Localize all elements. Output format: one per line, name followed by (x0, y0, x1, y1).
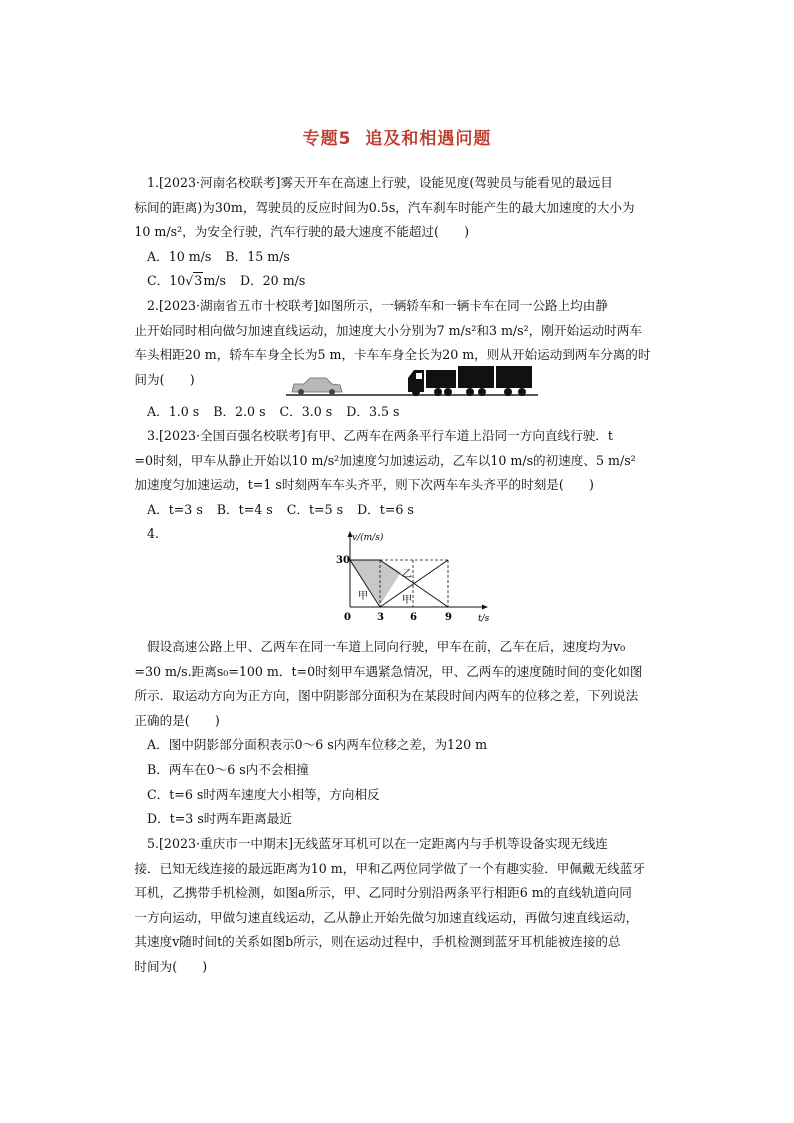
q3-line-2: =0时刻，甲车从静止开始以10 m/s²加速度匀加速运动，乙车以10 m/s的初速度、5 m/s² (134, 452, 636, 468)
graph-x-tick-0: 0 (344, 612, 351, 623)
q2-option-a: A．1.0 s (147, 404, 200, 419)
graph-y-tick-30: 30 (336, 555, 350, 566)
title-main: 追及和相遇问题 (365, 129, 492, 149)
q2-line-3: 车头相距20 m，轿车车身全长为5 m，卡车车身全长为20 m，则从开始运动到两车分离的时 (134, 347, 651, 363)
q3-option-d: D．t=6 s (357, 501, 414, 517)
q2-option-d: D．3.5 s (346, 404, 400, 419)
q2-options-row (147, 400, 650, 425)
question-5 (134, 832, 650, 980)
q1-option-b: B．15 m/s (225, 248, 290, 264)
q4-option-d: D．t=3 s时两车距离最近 (147, 811, 292, 827)
q2-line-2: 止开始同时相向做匀加速直线运动，加速度大小分别为7 m/s²和3 m/s²，刚开始运动时两车 (134, 322, 643, 338)
truck-icon (408, 366, 532, 396)
q1-option-a: A．10 m/s (147, 248, 212, 264)
graph-x-tick-6: 6 (410, 612, 417, 623)
q1-option-d: D．20 m/s (239, 273, 306, 289)
car-icon (292, 378, 342, 395)
q4-option-c: C．t=6 s时两车速度大小相等，方向相反 (147, 786, 380, 802)
q4-line-1: 假设高速公路上甲、乙两车在同一车道上同向行驶，甲车在前，乙车在后，速度均为v₀ (147, 639, 626, 654)
q3-option-b: B．t=4 s (216, 501, 273, 517)
q4-line-2: =30 m/s.距离s₀=100 m．t=0时刻甲车遇紧急情况，甲、乙两车的速度随时间的变化如图 (134, 663, 643, 679)
q3-options-row (147, 498, 650, 523)
q5-line-3: 耳机，乙携带手机检测，如图a所示，甲、乙同时分别沿两条平行相距6 m的直线轨道向同 (134, 885, 632, 901)
q5-line-1: 5.[2023·重庆市一中期末]无线蓝牙耳机可以在一定距离内与手机等设备实现无线连 (147, 836, 608, 851)
graph-ylabel: v/(m/s) (352, 533, 384, 543)
graph-x-tick-3: 3 (377, 612, 384, 623)
q1-line-1: 1.[2023·河南名校联考]雾天开车在高速上行驶，设能见度(驾驶员与能看见的最远目 (147, 175, 613, 190)
q1-option-c: C．10√3m/s (147, 273, 226, 289)
q3-option-c: C．t=5 s (286, 501, 344, 517)
q2-line-4: 间为( ) (134, 371, 195, 387)
q5-line-2: 接．已知无线连接的最远距离为10 m，甲和乙两位同学做了一个有趣实验．甲佩戴无线蓝牙 (134, 860, 645, 876)
vt-graph (330, 528, 495, 628)
graph-x-tick-9: 9 (445, 612, 452, 623)
q1-line-2: 标间的距离)为30m，驾驶员的反应时间为0.5s，汽车刹车时能产生的最大加速度的大小为 (134, 199, 635, 215)
q5-line-6: 时间为( ) (134, 958, 208, 974)
q5-line-5: 其速度v随时间t的关系如图b所示，则在运动过程中，手机检测到蓝牙耳机能被连接的总 (134, 934, 621, 950)
q1-options-row-2 (147, 269, 650, 294)
q4-option-a: A．图中阴影部分面积表示0～6 s内两车位移之差，为120 m (147, 737, 488, 753)
title-prefix: 专题5 (302, 129, 352, 149)
q3-line-1: 3.[2023·全国百强名校联考]有甲、乙两车在两条平行车道上沿同一方向直线行驶．t (147, 428, 613, 443)
q4-line-4: 正确的是( ) (134, 712, 220, 728)
q4-option-b: B．两车在0～6 s内不会相撞 (147, 761, 309, 777)
q1-options-row-1 (147, 245, 650, 270)
graph-label-jia-1: 甲 (358, 591, 368, 602)
q4-number: 4. (147, 526, 160, 542)
car-truck-figure (286, 362, 538, 398)
road-line (286, 394, 538, 396)
q1-line-3: 10 m/s²，为安全行驶，汽车行驶的最大速度不能超过( ) (134, 224, 470, 240)
x-axis-arrow (482, 605, 488, 610)
q3-line-3: 加速度匀加速运动，t=1 s时刻两车车头齐平，则下次两车车头齐平的时刻是( ) (134, 477, 594, 493)
question-1 (134, 171, 650, 294)
q2-option-b: B．2.0 s (213, 404, 266, 419)
graph-xlabel: t/s (478, 614, 490, 624)
graph-label-yi: 乙 (402, 569, 412, 580)
q2-options (147, 400, 650, 425)
q5-line-4: 一方向运动，甲做匀速直线运动，乙从静止开始先做匀加速直线运动，再做匀速直线运动， (134, 909, 639, 925)
question-4 (134, 635, 650, 832)
graph-label-jia-2: 甲 (402, 595, 412, 606)
q2-option-c: C．3.0 s (279, 404, 333, 419)
page-title (0, 124, 794, 149)
q3-option-a: A．t=3 s (147, 501, 203, 517)
q4-line-3: 所示．取运动方向为正方向，图中阴影部分面积为在某段时间内两车的位移之差，下列说法 (134, 688, 639, 704)
q2-line-1: 2.[2023·湖南省五市十校联考]如图所示，一辆轿车和一辆卡车在同一公路上均由静 (147, 298, 608, 313)
